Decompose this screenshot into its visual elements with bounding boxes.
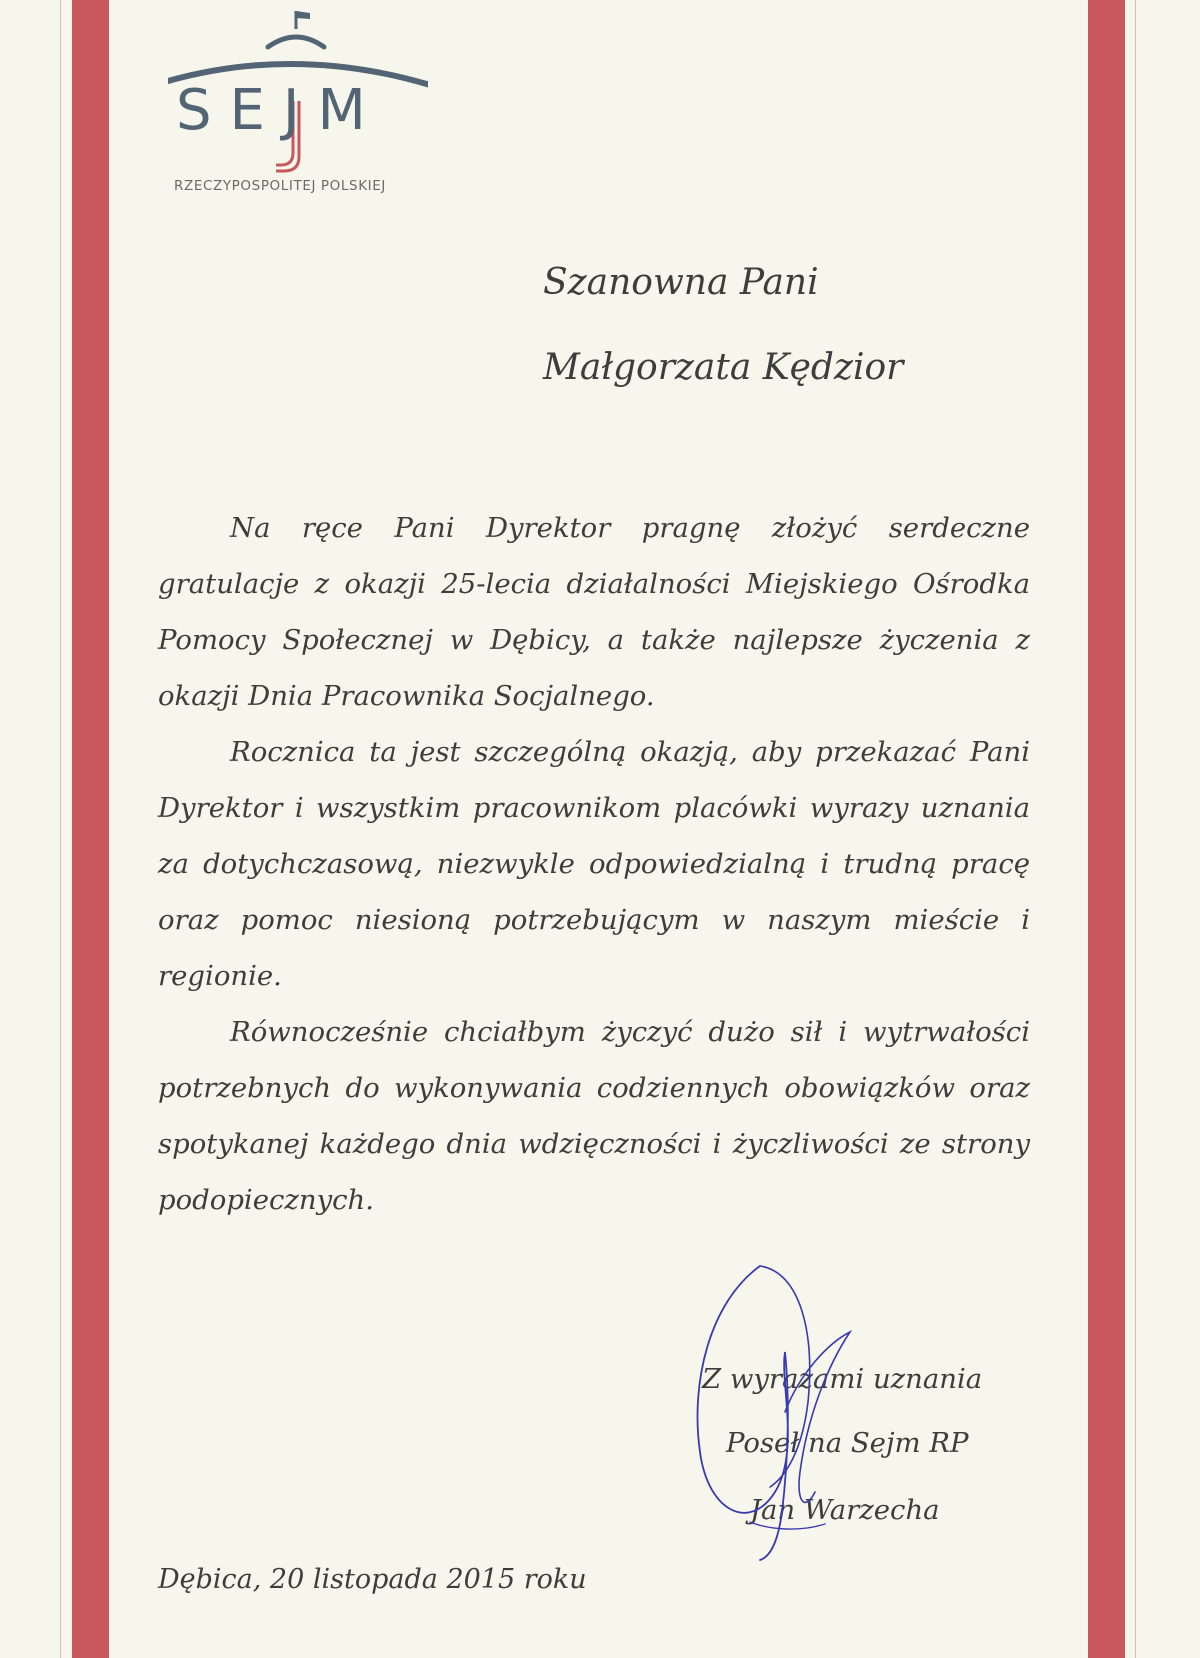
logo-word: SEJM xyxy=(176,78,384,143)
sejm-logo xyxy=(168,5,428,195)
page-edge-right xyxy=(1135,0,1136,1658)
sender-title: Poseł na Sejm RP xyxy=(726,1427,969,1459)
body-paragraph: Na ręce Pani Dyrektor pragnę złożyć serdeczne gratulacje z okazji 25-lecia działalności Miejskiego Ośrodka Pomocy Społecznej w Dębicy, a także najlepsze życzenia z okazji Dnia Pracownika Socjalnego. xyxy=(158,512,1030,712)
letter-body xyxy=(158,500,1030,1228)
handwritten-signature xyxy=(690,1262,920,1562)
sender-name: Jan Warzecha xyxy=(750,1494,940,1526)
salutation-line-1: Szanowna Pani xyxy=(543,262,819,303)
right-red-stripe xyxy=(1088,0,1125,1658)
closing-phrase: Z wyrazami uznania xyxy=(702,1363,983,1395)
logo-subtitle: RZECZYPOSPOLITEJ POLSKIEJ xyxy=(174,178,386,194)
body-paragraph: Równocześnie chciałbym życzyć dużo sił i wytrwałości potrzebnych do wykonywania codziennych obowiązków oraz spotykanej każdego dnia wdzięczności i życzliwości ze strony podopiecznych. xyxy=(158,1016,1030,1216)
place-and-date: Dębica, 20 listopada 2015 roku xyxy=(158,1564,587,1595)
recipient-name: Małgorzata Kędzior xyxy=(543,347,904,388)
page-edge-left xyxy=(60,0,61,1658)
left-red-stripe xyxy=(72,0,109,1658)
body-paragraph: Rocznica ta jest szczególną okazją, aby przekazać Pani Dyrektor i wszystkim pracownikom placówki wyrazy uznania za dotychczasową, niezwykle odpowiedzialną i trudną pracę oraz pomoc niesioną potrzebującym w naszym mieście i regionie. xyxy=(158,736,1030,992)
